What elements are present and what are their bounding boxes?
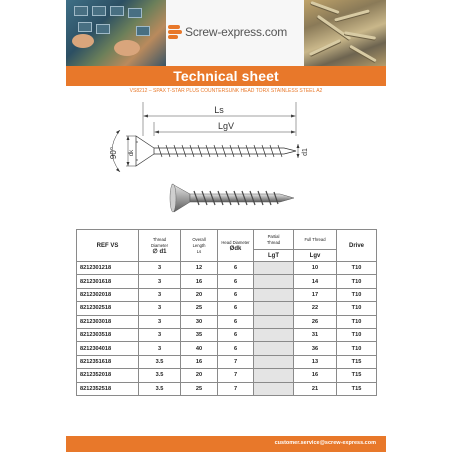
technical-sheet [66,0,386,452]
table-cell: 30 [181,315,218,328]
table-cell: 16 [294,369,337,382]
table-cell: 6 [218,315,254,328]
page-title: Technical sheet [173,68,279,84]
table-cell: 31 [294,328,337,341]
dk-label: dk [129,149,135,157]
table-cell: 7 [218,382,254,395]
table-cell: 3 [139,342,181,355]
table-cell: T10 [337,288,377,301]
table-cell: 21 [294,382,337,395]
col-full-thread: Full Thread [294,230,337,250]
table-row [77,369,377,382]
table-cell: T10 [337,328,377,341]
table-cell [254,302,294,315]
table-cell: 3 [139,288,181,301]
table-cell: 8212301618 [77,275,139,288]
table-cell: 3.5 [139,382,181,395]
table-cell [254,288,294,301]
table-row [77,275,377,288]
table-row [77,342,377,355]
table-cell: 35 [181,328,218,341]
contact-email[interactable]: customer.service@screw-express.com [274,440,376,446]
table-cell [254,342,294,355]
table-cell: 6 [218,275,254,288]
ls-label: Ls [214,105,224,115]
col-thread-diameter: Thread Diameter ∅ d1 [139,230,181,262]
table-cell: T15 [337,369,377,382]
table-cell: 8212303018 [77,315,139,328]
col-partial-thread: Partial Thread [254,230,294,250]
table-row [77,315,377,328]
table-cell: T10 [337,302,377,315]
title-bar [66,66,386,86]
screw-drawing [66,96,386,226]
table-cell: T10 [337,262,377,275]
table-row [77,302,377,315]
table-row [77,328,377,341]
table-cell: 3 [139,302,181,315]
table-row [77,262,377,275]
table-cell: 12 [181,262,218,275]
table-row [77,355,377,368]
table-cell [254,382,294,395]
table-cell: T10 [337,342,377,355]
table-cell: 25 [181,302,218,315]
table-cell: 14 [294,275,337,288]
screw-outline [112,130,300,172]
table-cell: 8212351618 [77,355,139,368]
table-cell: 6 [218,288,254,301]
table-cell: 8212352018 [77,369,139,382]
table-cell: 8212304018 [77,342,139,355]
spec-table [76,229,377,396]
logo-icon [167,24,182,40]
col-overall-length: Overall Length Ls [181,230,218,262]
table-cell: 3.5 [139,355,181,368]
table-cell: 3 [139,315,181,328]
table-cell: 20 [181,369,218,382]
table-cell [254,369,294,382]
lgv-label: LgV [217,121,235,131]
table-cell: 8212302018 [77,288,139,301]
lgv-dimension [154,121,296,136]
table-cell: 17 [294,288,337,301]
table-cell: 16 [181,355,218,368]
table-row [77,382,377,395]
table-cell: 3 [139,262,181,275]
table-cell: 22 [294,302,337,315]
table-cell: 10 [294,262,337,275]
table-cell: 3.5 [139,369,181,382]
table-cell: 3 [139,275,181,288]
col-ref: REF VS [77,230,139,262]
workshop-photo [66,0,166,66]
table-cell: T10 [337,275,377,288]
table-cell: 36 [294,342,337,355]
col-head-diameter: Head Diameter Ødk [218,230,254,262]
table-cell [254,262,294,275]
table-cell: 6 [218,302,254,315]
header-banner [66,0,386,66]
col-partial-thread-sym: LgT [254,250,294,262]
table-cell: T15 [337,382,377,395]
table-cell: 3 [139,328,181,341]
table-cell: 40 [181,342,218,355]
table-cell: 8212352518 [77,382,139,395]
table-cell: 26 [294,315,337,328]
table-row [77,288,377,301]
table-cell: T15 [337,355,377,368]
product-subtitle: VS8212 – SPAX T-STAR PLUS COUNTERSUNK HEAD TORX STAINLESS STEEL A2 [129,88,323,94]
col-full-thread-sym: Lgv [294,250,337,262]
table-cell [254,315,294,328]
table-cell [254,355,294,368]
table-cell: 20 [181,288,218,301]
table-cell: 6 [218,328,254,341]
table-cell: 7 [218,369,254,382]
table-cell: 6 [218,262,254,275]
table-cell: 7 [218,355,254,368]
table-cell: 13 [294,355,337,368]
table-cell: 6 [218,342,254,355]
col-drive: Drive [337,230,377,262]
table-cell: 8212303518 [77,328,139,341]
screws-photo [304,0,386,66]
table-cell: 8212301218 [77,262,139,275]
table-cell: 8212302518 [77,302,139,315]
table-cell: T10 [337,315,377,328]
table-cell [254,328,294,341]
screw-photo-render [170,184,294,212]
table-cell [254,275,294,288]
table-cell: 25 [181,382,218,395]
brand-logo [167,22,287,42]
d1-label: d1 [302,148,309,156]
table-cell: 16 [181,275,218,288]
footer-bar [66,436,386,452]
angle-label: 90° [109,146,118,160]
brand-name: Screw-express.com [185,25,287,39]
